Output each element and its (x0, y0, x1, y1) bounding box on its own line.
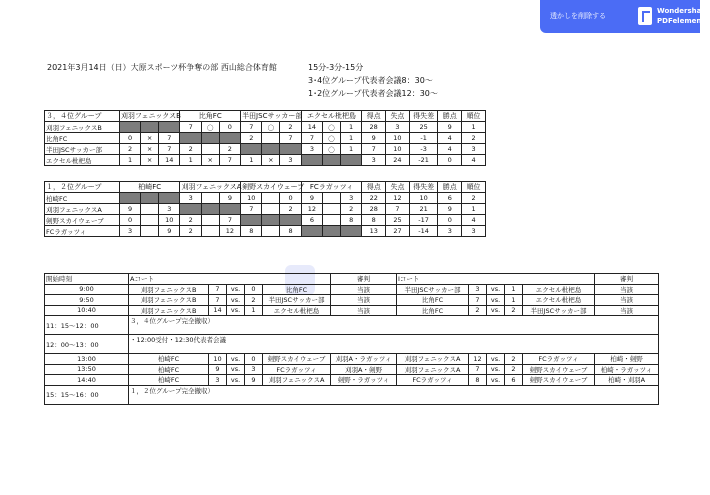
break-note: ３，４位グループ完全撤収） (129, 316, 659, 335)
standings-cell: × (201, 155, 219, 166)
away-score: 1 (245, 305, 263, 316)
home-team: FCラガッツィ (397, 375, 469, 386)
team-name: 半田JSCサッカー部 (45, 144, 120, 155)
away-team: エクセル枇杷島 (523, 284, 595, 295)
standings-cell: -17 (409, 215, 438, 226)
time-format: 15分-3分-15分 (308, 63, 364, 72)
standings-cell: 3 (438, 226, 462, 237)
home-team: 刈羽フェニックスA (397, 364, 469, 375)
home-score: 7 (469, 364, 487, 375)
col-header: エクセル枇杷島 (301, 111, 362, 122)
meeting-34: 3･4位グループ代表者会議8：30～ (308, 76, 433, 85)
standings-cell (340, 226, 361, 237)
col-header: 順位 (462, 182, 486, 193)
standings-cell: 2 (119, 144, 140, 155)
team-name: FCラガッツィ (45, 226, 120, 237)
col-header: 失点 (386, 111, 410, 122)
away-score: 9 (245, 375, 263, 386)
referee: 当該 (331, 305, 397, 316)
match-row (45, 305, 659, 316)
referee: 柏崎・ラガッツィ (595, 364, 659, 375)
standings-cell: 7 (362, 144, 386, 155)
standings-cell: 7 (159, 133, 180, 144)
standings-cell: 2 (180, 215, 201, 226)
standings-cell: 〇 (323, 122, 341, 133)
home-team: 刈羽フェニックスB (129, 305, 209, 316)
standings-cell (201, 193, 219, 204)
standings-cell: 12 (219, 226, 240, 237)
standings-cell: 12 (301, 204, 322, 215)
watermark-banner[interactable] (540, 0, 710, 33)
standings-cell: 14 (301, 122, 322, 133)
vs-label: vs. (487, 375, 505, 386)
referee: 当該 (595, 284, 659, 295)
standings-cell: × (141, 155, 159, 166)
referee: 柏崎・剣野 (595, 354, 659, 365)
standings-row (45, 144, 486, 155)
standings-cell (141, 193, 159, 204)
standings-cell (201, 226, 219, 237)
court-i-header: Iコート (397, 274, 595, 285)
team-name: エクセル枇杷島 (45, 155, 120, 166)
col-header: 失点 (386, 182, 410, 193)
home-score: 12 (469, 354, 487, 365)
standings-cell: 9 (362, 133, 386, 144)
standings-cell: 2 (180, 144, 201, 155)
standings-row (45, 204, 486, 215)
standings-cell (180, 133, 201, 144)
away-team: 比角FC (263, 284, 331, 295)
standings-cell: 6 (438, 193, 462, 204)
away-score: 2 (505, 364, 523, 375)
standings-cell: 2 (280, 122, 301, 133)
standings-cell: 7 (301, 133, 322, 144)
standings-cell: 4 (438, 144, 462, 155)
standings-cell: 25 (386, 215, 410, 226)
col-header: 刈羽フェニックスB (120, 112, 181, 120)
home-score: 3 (209, 375, 227, 386)
standings-cell (159, 122, 180, 133)
standings-cell: 3 (340, 193, 361, 204)
standings-row (45, 226, 486, 237)
standings-cell: -1 (409, 133, 438, 144)
standings-cell: 10 (386, 133, 410, 144)
standings-cell: -3 (409, 144, 438, 155)
standings-cell: 3 (462, 144, 486, 155)
break-row (45, 385, 659, 404)
standings-cell: 9 (159, 226, 180, 237)
team-name: 比角FC (45, 133, 120, 144)
standings-cell: 8 (280, 226, 301, 237)
standings-cell: 27 (386, 226, 410, 237)
standings-cell: 8 (241, 226, 262, 237)
standings-cell: 1 (241, 155, 262, 166)
group34-title: ３，４位グループ (45, 111, 120, 122)
home-team: 柏崎FC (129, 375, 209, 386)
standings-cell (262, 133, 280, 144)
break-note: １，２位グループ完全撤収） (129, 385, 659, 404)
break-time: 15：15～16：00 (45, 385, 129, 404)
group12-title: １，２位グループ (45, 182, 120, 193)
standings-cell: 3 (280, 155, 301, 166)
standings-cell (323, 215, 341, 226)
standings-row (45, 155, 486, 166)
event-title: 2021年3月14日（日）大原スポーツ杯争奪の部 西山総合体育館 (47, 63, 277, 72)
standings-cell: 2 (241, 133, 262, 144)
away-team: FCラガッツィ (263, 364, 331, 375)
standings-cell: 0 (219, 122, 240, 133)
standings-cell: -21 (409, 155, 438, 166)
standings-cell: 9 (438, 122, 462, 133)
standings-cell: 7 (159, 144, 180, 155)
match-time: 14:40 (45, 375, 129, 386)
standings-cell (262, 204, 280, 215)
standings-cell: 〇 (262, 122, 280, 133)
standings-cell: 1 (462, 204, 486, 215)
standings-cell (262, 193, 280, 204)
standings-cell: 0 (119, 215, 140, 226)
referee: 当該 (595, 295, 659, 306)
away-team: 剣野スカイウェーブ (523, 364, 595, 375)
vs-label: vs. (227, 354, 245, 365)
standings-cell: 7 (386, 204, 410, 215)
home-score: 10 (209, 354, 227, 365)
home-team: 比角FC (397, 305, 469, 316)
standings-cell: 1 (340, 122, 361, 133)
away-team: エクセル枇杷島 (263, 305, 331, 316)
home-score: 7 (469, 295, 487, 306)
standings-cell: 0 (280, 193, 301, 204)
standings-row (45, 133, 486, 144)
standings-cell: 3 (386, 122, 410, 133)
standings-cell: 3 (180, 193, 201, 204)
standings-cell (141, 215, 159, 226)
standings-cell: 0 (438, 155, 462, 166)
away-score: 2 (505, 305, 523, 316)
home-team: 比角FC (397, 295, 469, 306)
break-row (45, 316, 659, 335)
pdfelement-logo-icon (638, 7, 652, 25)
group12-header-row (45, 182, 486, 193)
standings-cell: 1 (119, 155, 140, 166)
standings-cell: 2 (180, 226, 201, 237)
home-team: 刈羽フェニックスB (129, 284, 209, 295)
meeting-12: 1･2位グループ代表者会議12：30～ (308, 89, 438, 98)
vs-label: vs. (227, 375, 245, 386)
referee: 刈羽A・ラガッツィ (331, 354, 397, 365)
standings-cell: 7 (219, 155, 240, 166)
away-team: 半田JSCサッカー部 (263, 295, 331, 306)
vs-label: vs. (487, 364, 505, 375)
col-header: FCラガッツィ (301, 182, 362, 193)
away-team: FCラガッツィ (523, 354, 595, 365)
standings-cell: 14 (159, 155, 180, 166)
home-score: 3 (469, 284, 487, 295)
standings-cell: 1 (180, 155, 201, 166)
col-header: 剣野スカイウェーブ (242, 183, 305, 191)
match-row (45, 284, 659, 295)
standings-cell: 0 (119, 133, 140, 144)
match-time: 9:50 (45, 295, 129, 306)
standings-row (45, 122, 486, 133)
home-score: 8 (469, 375, 487, 386)
standings-cell: 28 (362, 122, 386, 133)
standings-cell: 9 (119, 204, 140, 215)
group34-header-row (45, 111, 486, 122)
col-header: 得失差 (409, 182, 438, 193)
standings-cell: 7 (180, 122, 201, 133)
standings-cell (201, 144, 219, 155)
standings-cell: 10 (159, 215, 180, 226)
standings-cell (262, 144, 280, 155)
standings-cell: 21 (409, 204, 438, 215)
home-team: 柏崎FC (129, 364, 209, 375)
standings-cell (323, 155, 341, 166)
standings-cell (119, 122, 140, 133)
away-score: 0 (245, 284, 263, 295)
away-score: 2 (505, 354, 523, 365)
standings-cell: 4 (462, 155, 486, 166)
standings-cell: 22 (362, 193, 386, 204)
away-score: 6 (505, 375, 523, 386)
standings-cell (241, 215, 262, 226)
referee: 当該 (331, 295, 397, 306)
standings-cell: 3 (301, 144, 322, 155)
standings-cell (280, 215, 301, 226)
standings-cell (141, 226, 159, 237)
break-time: 11：15～12：00 (45, 316, 129, 335)
standings-cell (180, 204, 201, 215)
standings-cell: 12 (386, 193, 410, 204)
vs-label: vs. (227, 364, 245, 375)
standings-row (45, 215, 486, 226)
vs-label: vs. (227, 305, 245, 316)
standings-cell: 3 (119, 226, 140, 237)
match-time: 13:50 (45, 364, 129, 375)
standings-cell (201, 133, 219, 144)
standings-cell (141, 204, 159, 215)
standings-cell: 4 (438, 133, 462, 144)
standings-cell: 10 (409, 193, 438, 204)
standings-cell: 4 (462, 215, 486, 226)
match-row (45, 354, 659, 365)
standings-cell: 2 (340, 204, 361, 215)
col-header: 得失差 (409, 111, 438, 122)
break-time: 12：00～13：00 (45, 335, 129, 354)
standings-cell (323, 204, 341, 215)
col-header: 勝点 (438, 182, 462, 193)
col-header: 順位 (462, 111, 486, 122)
ref-a-header: 審判 (331, 274, 397, 285)
standings-cell: 13 (362, 226, 386, 237)
away-score: 0 (245, 354, 263, 365)
standings-cell (323, 193, 341, 204)
away-team: 半田JSCサッカー部 (523, 305, 595, 316)
home-score: 14 (209, 305, 227, 316)
standings-cell: 3 (159, 204, 180, 215)
standings-row (45, 193, 486, 204)
standings-cell: × (141, 133, 159, 144)
standings-cell (141, 122, 159, 133)
col-header: 刈羽フェニックスA (181, 183, 242, 191)
vs-label: vs. (487, 305, 505, 316)
ref-i-header: 審判 (595, 274, 659, 285)
vs-label: vs. (487, 354, 505, 365)
schedule-header-row (45, 274, 659, 285)
group12-table (44, 181, 486, 237)
court-a-header: Aコート (129, 274, 331, 285)
match-time: 9:00 (45, 284, 129, 295)
standings-cell: 〇 (201, 122, 219, 133)
away-score: 3 (245, 364, 263, 375)
away-score: 1 (505, 284, 523, 295)
team-name: 剣野スカイウェーブ (45, 215, 120, 226)
vs-label: vs. (487, 284, 505, 295)
standings-cell: 24 (386, 155, 410, 166)
standings-cell: 1 (340, 144, 361, 155)
standings-cell (262, 226, 280, 237)
standings-cell: -14 (409, 226, 438, 237)
remove-watermark-link[interactable]: 透かしを削除する (550, 12, 606, 20)
standings-cell: 9 (219, 193, 240, 204)
standings-cell (201, 204, 219, 215)
col-header: 得点 (362, 182, 386, 193)
standings-cell: 3 (462, 226, 486, 237)
standings-cell (280, 144, 301, 155)
standings-cell: 2 (280, 204, 301, 215)
standings-cell (201, 215, 219, 226)
brand-line1: Wondershare (657, 7, 710, 15)
standings-cell: 8 (362, 215, 386, 226)
standings-cell: 2 (462, 133, 486, 144)
home-score: 9 (209, 364, 227, 375)
standings-cell: 28 (362, 204, 386, 215)
standings-cell: 9 (301, 193, 322, 204)
brand-line2: PDFelement (657, 17, 705, 25)
home-score: 7 (209, 295, 227, 306)
col-header: 半田JSCサッカー部 (242, 112, 303, 120)
col-header: 柏崎FC (119, 182, 180, 193)
standings-cell: 7 (280, 133, 301, 144)
standings-cell: 9 (438, 204, 462, 215)
standings-cell: 8 (340, 215, 361, 226)
team-name: 柏崎FC (45, 193, 120, 204)
match-row (45, 364, 659, 375)
standings-cell: 〇 (323, 144, 341, 155)
match-row (45, 375, 659, 386)
col-header: 得点 (362, 111, 386, 122)
team-name: 刈羽フェニックスA (45, 204, 120, 215)
match-time: 10:40 (45, 305, 129, 316)
standings-cell: 6 (301, 215, 322, 226)
standings-cell: 7 (241, 204, 262, 215)
standings-cell (241, 144, 262, 155)
standings-cell: 7 (241, 122, 262, 133)
standings-cell (119, 193, 140, 204)
standings-cell (219, 133, 240, 144)
referee: 柏崎・刈羽A (595, 375, 659, 386)
standings-cell (301, 226, 322, 237)
match-row (45, 295, 659, 306)
away-team: エクセル枇杷島 (523, 295, 595, 306)
team-name: 刈羽フェニックスB (45, 122, 120, 133)
away-team: 剣野スカイウェーブ (523, 375, 595, 386)
away-score: 1 (505, 295, 523, 306)
standings-cell: 1 (340, 133, 361, 144)
vs-label: vs. (487, 295, 505, 306)
standings-cell (159, 193, 180, 204)
break-row (45, 335, 659, 354)
standings-cell: 25 (409, 122, 438, 133)
standings-cell (301, 155, 322, 166)
referee: 当該 (331, 284, 397, 295)
vs-label: vs. (227, 295, 245, 306)
home-team: 半田JSCサッカー部 (397, 284, 469, 295)
match-time: 13:00 (45, 354, 129, 365)
home-team: 刈羽フェニックスB (129, 295, 209, 306)
standings-cell: 10 (241, 193, 262, 204)
standings-cell (323, 226, 341, 237)
col-header: 比角FC (180, 111, 241, 122)
group34-table (44, 110, 486, 166)
standings-cell: 〇 (323, 133, 341, 144)
home-score: 2 (469, 305, 487, 316)
standings-cell: 2 (462, 193, 486, 204)
home-score: 7 (209, 284, 227, 295)
start-header: 開始時刻 (45, 274, 129, 285)
break-note: ・12:00受付・12:30代表者会議 (129, 335, 659, 354)
standings-cell: 7 (219, 215, 240, 226)
standings-cell (262, 215, 280, 226)
standings-cell: 1 (462, 122, 486, 133)
standings-cell: × (262, 155, 280, 166)
home-team: 刈羽フェニックスA (397, 354, 469, 365)
standings-cell: 0 (438, 215, 462, 226)
col-header: 勝点 (438, 111, 462, 122)
standings-cell (340, 155, 361, 166)
away-team: 刈羽フェニックスA (263, 375, 331, 386)
schedule-table (44, 273, 659, 405)
away-score: 2 (245, 295, 263, 306)
home-team: 柏崎FC (129, 354, 209, 365)
standings-cell: 10 (386, 144, 410, 155)
standings-cell (219, 204, 240, 215)
standings-cell: 3 (362, 155, 386, 166)
referee: 当該 (595, 305, 659, 316)
referee: 剣野・ラガッツィ (331, 375, 397, 386)
vs-label: vs. (227, 284, 245, 295)
away-team: 剣野スカイウェーブ (263, 354, 331, 365)
referee: 刈羽A・剣野 (331, 364, 397, 375)
standings-cell: × (141, 144, 159, 155)
standings-cell: 2 (219, 144, 240, 155)
